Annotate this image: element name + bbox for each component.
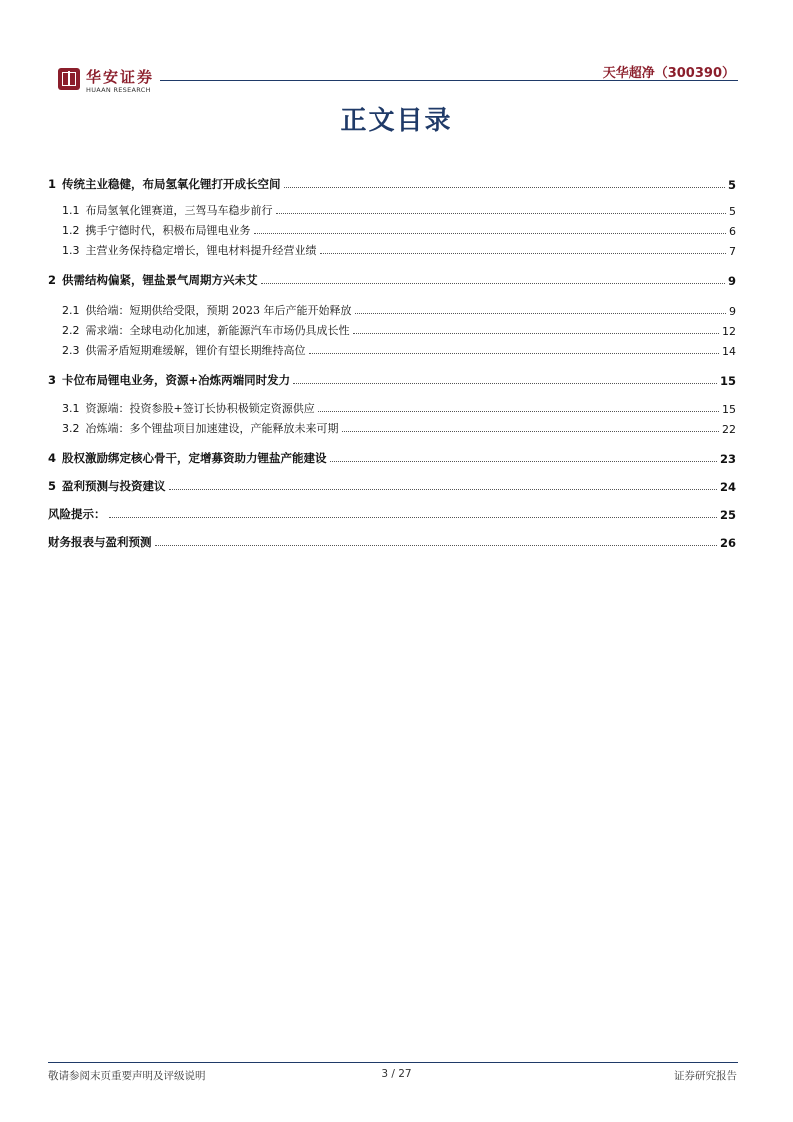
- toc-entry-text: 风险提示：: [48, 507, 106, 521]
- toc-entry-number: 3.1: [62, 402, 80, 415]
- toc-entry-text: 冶炼端：多个锂盐项目加速建设，产能释放未来可期: [85, 422, 339, 435]
- toc-entry-number: 4: [48, 451, 57, 465]
- toc-leader-dots: [342, 430, 720, 432]
- toc-entry-label: [48, 534, 152, 550]
- toc-entry[interactable]: [48, 234, 736, 258]
- footer-divider: [48, 1062, 738, 1063]
- toc-entry-page: 26: [719, 536, 736, 550]
- toc-entry[interactable]: [48, 442, 736, 466]
- toc-entry-label: [48, 372, 290, 388]
- toc-entry[interactable]: [48, 470, 736, 494]
- toc-entry-number: 3: [48, 373, 57, 387]
- toc-entry-page: 24: [719, 480, 736, 494]
- toc-entry-text: 财务报表与盈利预测: [48, 535, 152, 549]
- toc-leader-dots: [155, 544, 717, 546]
- toc-entry-page: 25: [719, 508, 736, 522]
- toc-entry[interactable]: [48, 498, 736, 522]
- footer-disclaimer: 敬请参阅末页重要声明及评级说明: [48, 1070, 206, 1082]
- company-ticker: 天华超净（300390）: [602, 66, 735, 81]
- toc-entry-label: [48, 506, 106, 522]
- toc-entry-page: 23: [719, 452, 736, 466]
- toc-entry-page: 5: [727, 178, 736, 192]
- toc-entry-page: 5: [729, 205, 736, 218]
- toc-leader-dots: [284, 186, 725, 188]
- toc-entry-label: [48, 478, 166, 494]
- toc-entry-number: 1: [48, 177, 57, 191]
- toc-entry-text: 卡位布局锂电业务，资源+冶炼两端同时发力: [62, 373, 291, 387]
- toc-entry-number: 3.2: [62, 422, 80, 435]
- toc-entry[interactable]: [48, 334, 736, 358]
- toc-entry[interactable]: [48, 264, 736, 288]
- toc-entry-label: [48, 176, 281, 192]
- toc-entry-page: 9: [727, 274, 736, 288]
- toc-leader-dots: [330, 460, 717, 462]
- toc-entry-label: [62, 242, 317, 258]
- toc-entry-number: 2.3: [62, 344, 80, 357]
- toc-entry-label: [48, 450, 327, 466]
- toc-entry-text: 股权激励绑定核心骨干，定增募资助力锂盐产能建设: [62, 451, 327, 465]
- toc-entry-text: 供给端：短期供给受限，预期 2023 年后产能开始释放: [85, 304, 352, 317]
- toc-leader-dots: [109, 516, 717, 518]
- toc-entry-number: 5: [48, 479, 57, 493]
- toc-entry-page: 6: [729, 225, 736, 238]
- page-header: [0, 0, 793, 100]
- toc-entry-text: 携手宁德时代，积极布局锂电业务: [85, 224, 251, 237]
- toc-entry[interactable]: [48, 526, 736, 550]
- toc-entry-text: 主营业务保持稳定增长，锂电材料提升经营业绩: [85, 244, 317, 257]
- huaan-logo-icon: [58, 68, 80, 90]
- page-title: 正文目录: [340, 106, 453, 136]
- toc-leader-dots: [293, 382, 717, 384]
- footer-report-type: 证券研究报告: [674, 1070, 737, 1082]
- toc-entry-text: 布局氢氧化锂赛道，三驾马车稳步前行: [85, 204, 273, 217]
- logo-text-cn: 华安证券: [86, 68, 155, 86]
- toc-entry-page: 15: [719, 374, 736, 388]
- toc-entry-number: 1.2: [62, 224, 80, 237]
- page-number: 3 / 27: [381, 1068, 412, 1080]
- toc-entry-page: 12: [722, 325, 736, 338]
- toc-entry-text: 资源端：投资参股+签订长协积极锁定资源供应: [85, 402, 315, 415]
- toc-entry-label: [62, 420, 339, 436]
- toc-entry-page: 9: [729, 305, 736, 318]
- toc-entry-page: 15: [722, 403, 736, 416]
- toc-entry[interactable]: [48, 364, 736, 388]
- toc-entry-text: 供需矛盾短期难缓解，锂价有望长期维持高位: [85, 344, 306, 357]
- toc-entry[interactable]: [48, 412, 736, 436]
- logo-text-en: HUAAN RESEARCH: [86, 86, 151, 94]
- toc-entry-page: 7: [729, 245, 736, 258]
- toc-entry-text: 供需结构偏紧，锂盐景气周期方兴未艾: [62, 273, 258, 287]
- toc-entry-label: [48, 272, 258, 288]
- toc-entry-page: 22: [722, 423, 736, 436]
- toc-entry-number: 1.1: [62, 204, 80, 217]
- toc-entry-text: 盈利预测与投资建议: [62, 479, 166, 493]
- toc-leader-dots: [320, 252, 727, 254]
- toc-entry-page: 14: [722, 345, 736, 358]
- toc-leader-dots: [169, 488, 717, 490]
- toc-leader-dots: [261, 282, 725, 284]
- toc-entry-number: 1.3: [62, 244, 80, 257]
- toc-leader-dots: [309, 352, 720, 354]
- toc-entry-label: [62, 342, 306, 358]
- toc-entry[interactable]: [48, 168, 736, 192]
- toc-entry-text: 传统主业稳健，布局氢氧化锂打开成长空间: [62, 177, 281, 191]
- toc-entry-number: 2.1: [62, 304, 80, 317]
- toc-entry-number: 2: [48, 273, 57, 287]
- toc-entry-number: 2.2: [62, 324, 80, 337]
- toc-entry-text: 需求端：全球电动化加速，新能源汽车市场仍具成长性: [85, 324, 350, 337]
